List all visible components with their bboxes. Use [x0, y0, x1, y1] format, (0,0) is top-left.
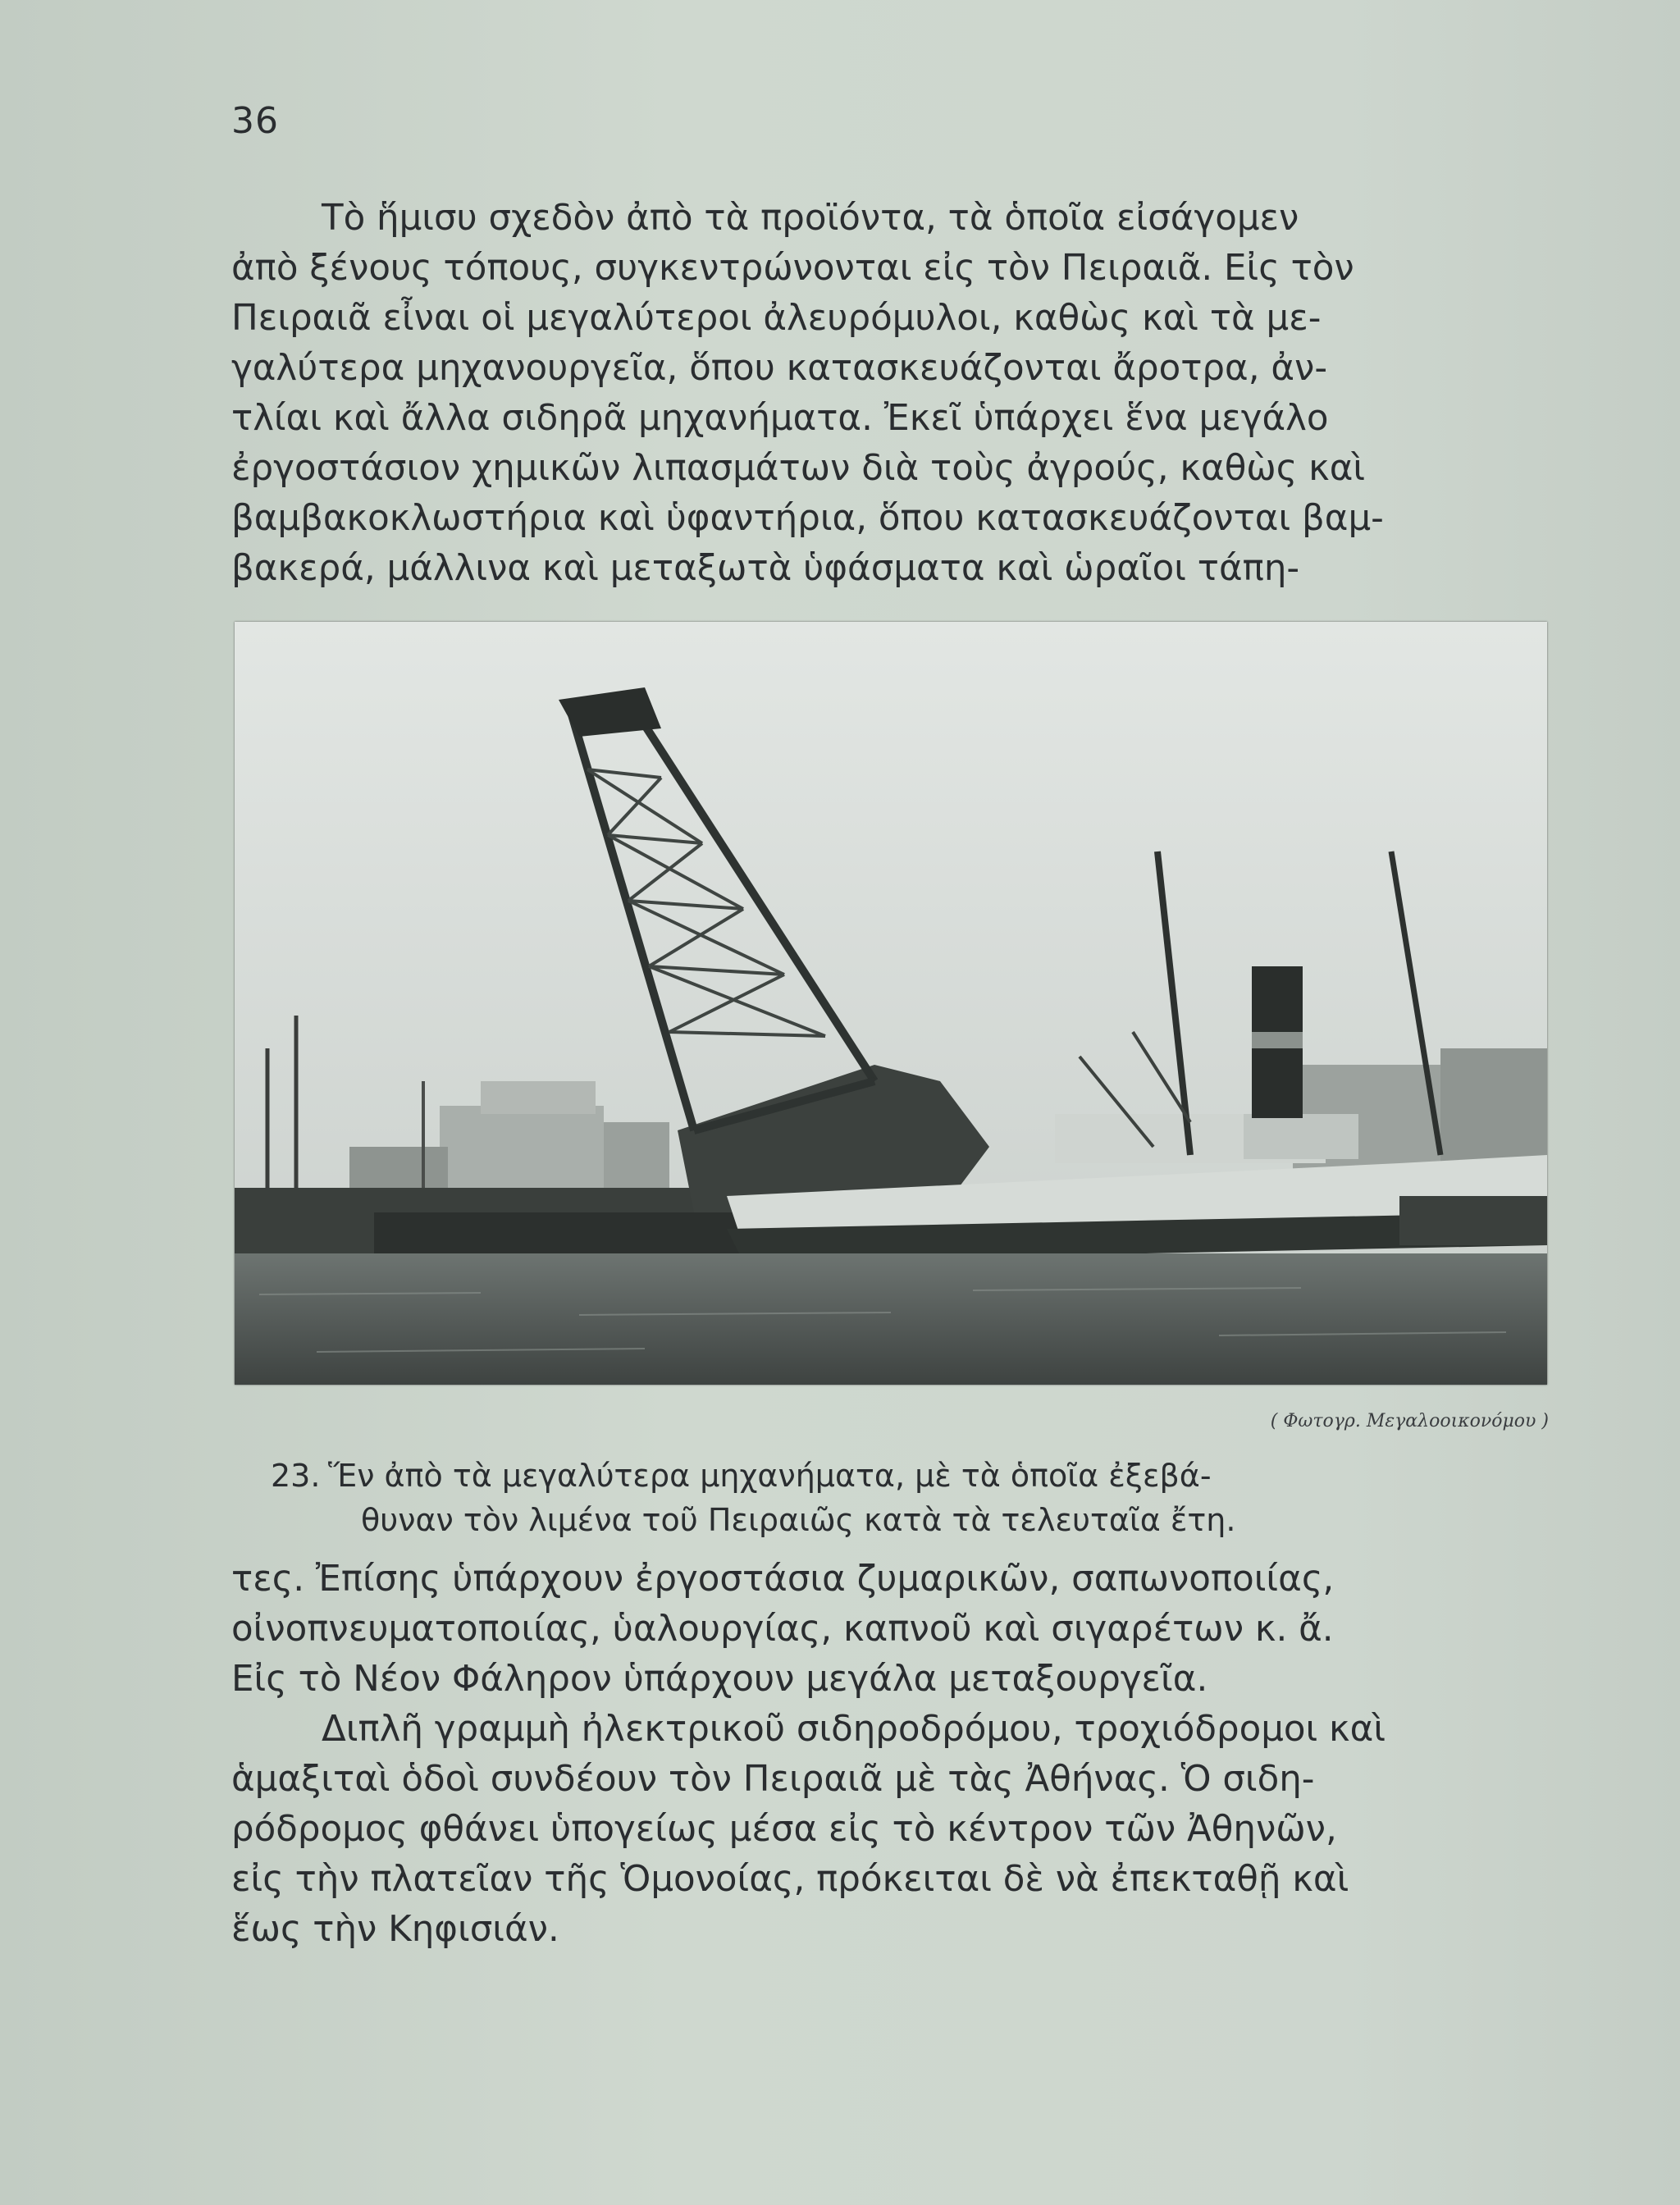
paragraph-line: ρόδρομος φθάνει ὑπογείως μέσα εἰς τὸ κέντρον τῶν Ἀθηνῶν,: [231, 1809, 1337, 1850]
top-paragraph: [231, 194, 1568, 594]
paragraph-line: βαμβακοκλωστήρια καὶ ὑφαντήρια, ὅπου κατασκευάζονται βαμ-: [231, 498, 1384, 539]
photo-credit: ( Φωτογρ. Μεγαλοοικονόμου ): [1270, 1411, 1549, 1431]
paragraph-line: βακερά, μάλλινα καὶ μεταξωτὰ ὑφάσματα καὶ ὡραῖοι τάπη-: [231, 548, 1300, 589]
paragraph-line: ἕως τὴν Κηφισιάν.: [231, 1909, 559, 1950]
bottom-text: [231, 1554, 1568, 1955]
paragraph-line: ἀπὸ ξένους τόπους, συγκεντρώνονται εἰς τὸν Πειραιᾶ. Εἰς τὸν: [231, 248, 1354, 289]
paragraph-line: τλίαι καὶ ἄλλα σιδηρᾶ μηχανήματα. Ἐκεῖ ὑπάρχει ἕνα μεγάλο: [231, 398, 1329, 439]
caption-line: Ἕν ἀπὸ τὰ μεγαλύτερα μηχανήματα, μὲ τὰ ὁποῖα ἐξεβά-: [328, 1458, 1212, 1494]
paragraph-line: Εἰς τὸ Νέον Φάληρον ὑπάρχουν μεγάλα μεταξουργεῖα.: [231, 1659, 1208, 1700]
paragraph-line: ἁμαξιταὶ ὁδοὶ συνδέουν τὸν Πειραιᾶ μὲ τὰς Ἀθήνας. Ὁ σιδη-: [231, 1759, 1315, 1800]
paragraph-line: Διπλῆ γραμμὴ ἠλεκτρικοῦ σιδηροδρόμου, τροχιόδρομοι καὶ: [322, 1709, 1386, 1750]
page-number: 36: [231, 100, 279, 142]
paragraph-line: οἰνοπνευματοποιίας, ὑαλουργίας, καπνοῦ καὶ σιγαρέτων κ. ἄ.: [231, 1609, 1334, 1650]
harbor-crane-photo: [235, 622, 1547, 1385]
paragraph-line: εἰς τὴν πλατεῖαν τῆς Ὁμονοίας, πρόκειται δὲ νὰ ἐπεκταθῇ καὶ: [231, 1859, 1349, 1900]
paragraph-line: γαλύτερα μηχανουργεῖα, ὅπου κατασκευάζονται ἄροτρα, ἀν-: [231, 348, 1328, 389]
paragraph-line: τες. Ἐπίσης ὑπάρχουν ἐργοστάσια ζυμαρικῶν, σαπωνοποιίας,: [231, 1559, 1335, 1600]
paragraph-line: Τὸ ἥμισυ σχεδὸν ἀπὸ τὰ προϊόντα, τὰ ὁποῖα εἰσάγομεν: [322, 198, 1299, 239]
paragraph-line: ἐργοστάσιον χημικῶν λιπασμάτων διὰ τοὺς ἀγρούς, καθὼς καὶ: [231, 448, 1366, 489]
caption-number: 23.: [271, 1458, 321, 1494]
paragraph-line: Πειραιᾶ εἶναι οἱ μεγαλύτεροι ἀλευρόμυλοι, καθὼς καὶ τὰ με-: [231, 298, 1322, 339]
caption-line: θυναν τὸν λιμένα τοῦ Πειραιῶς κατὰ τὰ τελευταῖα ἔτη.: [361, 1502, 1236, 1538]
photo-caption: [271, 1454, 1534, 1542]
